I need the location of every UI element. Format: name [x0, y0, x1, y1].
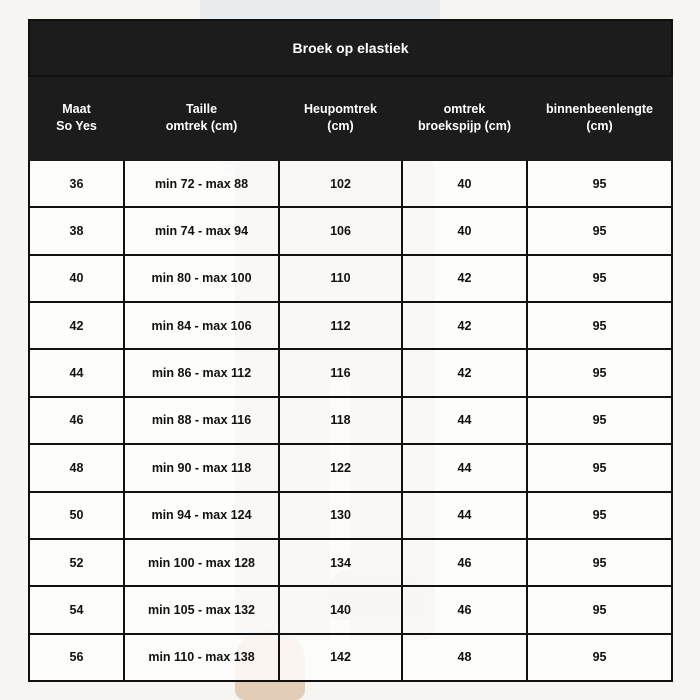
cell-hip: 134: [279, 539, 402, 586]
cell-hip: 118: [279, 397, 402, 444]
cell-inseam: 95: [527, 634, 672, 681]
cell-size: 42: [29, 302, 124, 349]
header-inseam: binnenbeenlengte (cm): [527, 76, 672, 160]
table-row: [29, 349, 672, 396]
cell-waist: min 105 - max 132: [124, 586, 279, 633]
cell-size: 44: [29, 349, 124, 396]
header-leg-circumference: omtrek broekspijp (cm): [402, 76, 527, 160]
cell-size: 48: [29, 444, 124, 491]
table-row: [29, 207, 672, 254]
cell-hip: 122: [279, 444, 402, 491]
table-row: [29, 634, 672, 681]
cell-leg-circumference: 44: [402, 444, 527, 491]
cell-hip: 130: [279, 492, 402, 539]
cell-waist: min 100 - max 128: [124, 539, 279, 586]
header-waist: Taille omtrek (cm): [124, 76, 279, 160]
cell-hip: 142: [279, 634, 402, 681]
cell-leg-circumference: 40: [402, 207, 527, 254]
cell-leg-circumference: 42: [402, 302, 527, 349]
cell-waist: min 80 - max 100: [124, 255, 279, 302]
cell-hip: 110: [279, 255, 402, 302]
cell-inseam: 95: [527, 160, 672, 207]
cell-leg-circumference: 44: [402, 492, 527, 539]
cell-inseam: 95: [527, 539, 672, 586]
cell-inseam: 95: [527, 586, 672, 633]
cell-size: 40: [29, 255, 124, 302]
header-hip: Heupomtrek (cm): [279, 76, 402, 160]
cell-hip: 102: [279, 160, 402, 207]
cell-leg-circumference: 44: [402, 397, 527, 444]
cell-hip: 112: [279, 302, 402, 349]
cell-size: 36: [29, 160, 124, 207]
cell-waist: min 88 - max 116: [124, 397, 279, 444]
table-row: [29, 492, 672, 539]
table-row: [29, 444, 672, 491]
header-size: Maat So Yes: [29, 76, 124, 160]
cell-inseam: 95: [527, 207, 672, 254]
table-row: [29, 586, 672, 633]
cell-hip: 116: [279, 349, 402, 396]
cell-waist: min 72 - max 88: [124, 160, 279, 207]
table-row: [29, 397, 672, 444]
size-chart-table: [28, 19, 673, 682]
cell-waist: min 94 - max 124: [124, 492, 279, 539]
cell-waist: min 74 - max 94: [124, 207, 279, 254]
cell-inseam: 95: [527, 255, 672, 302]
cell-leg-circumference: 40: [402, 160, 527, 207]
table-title: Broek op elastiek: [29, 20, 672, 76]
cell-leg-circumference: 48: [402, 634, 527, 681]
table-row: [29, 160, 672, 207]
cell-waist: min 84 - max 106: [124, 302, 279, 349]
cell-size: 38: [29, 207, 124, 254]
cell-size: 54: [29, 586, 124, 633]
table-row: [29, 255, 672, 302]
cell-inseam: 95: [527, 349, 672, 396]
cell-leg-circumference: 46: [402, 539, 527, 586]
title-row: [29, 20, 672, 76]
cell-hip: 106: [279, 207, 402, 254]
cell-size: 50: [29, 492, 124, 539]
cell-inseam: 95: [527, 444, 672, 491]
table-row: [29, 302, 672, 349]
table-row: [29, 539, 672, 586]
cell-size: 56: [29, 634, 124, 681]
cell-size: 46: [29, 397, 124, 444]
cell-inseam: 95: [527, 397, 672, 444]
cell-waist: min 86 - max 112: [124, 349, 279, 396]
cell-inseam: 95: [527, 492, 672, 539]
header-row: [29, 76, 672, 160]
cell-leg-circumference: 42: [402, 349, 527, 396]
cell-size: 52: [29, 539, 124, 586]
cell-waist: min 90 - max 118: [124, 444, 279, 491]
cell-leg-circumference: 46: [402, 586, 527, 633]
cell-hip: 140: [279, 586, 402, 633]
cell-inseam: 95: [527, 302, 672, 349]
cell-waist: min 110 - max 138: [124, 634, 279, 681]
cell-leg-circumference: 42: [402, 255, 527, 302]
